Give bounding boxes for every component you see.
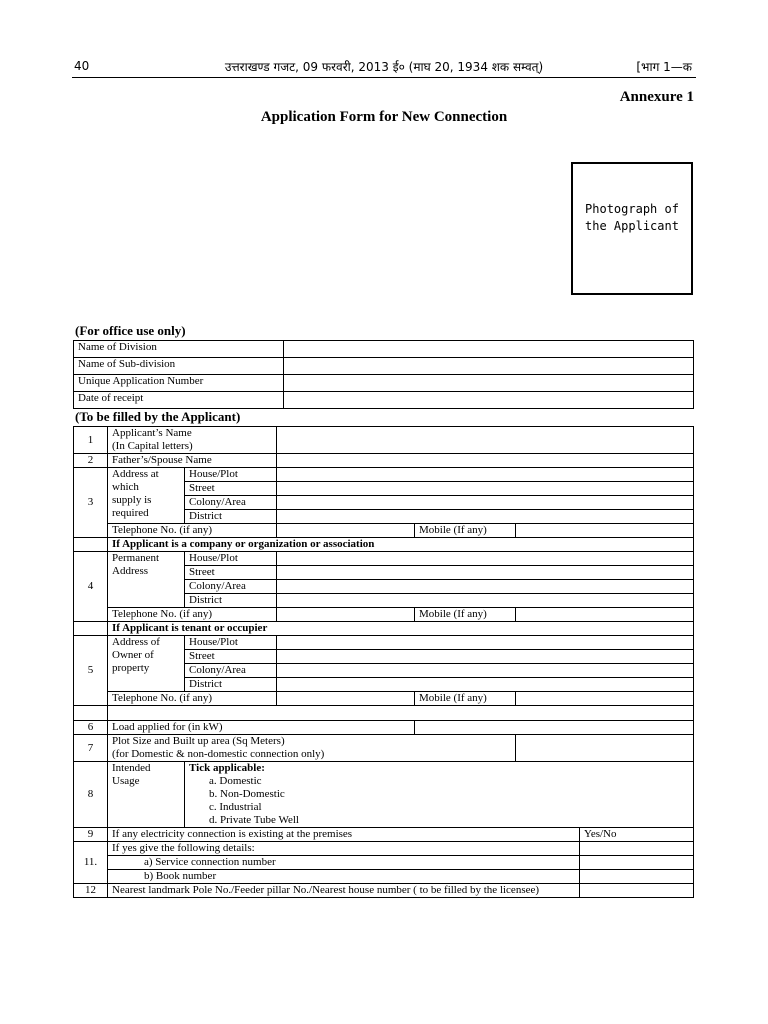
row-number: 11. xyxy=(74,842,108,884)
landmark-label: Nearest landmark Pole No./Feeder pillar No./Nearest house number ( to be filled by the licensee) xyxy=(108,884,580,898)
address-field-label: House/Plot xyxy=(185,552,277,566)
street-field[interactable] xyxy=(277,650,694,664)
address-field-label: District xyxy=(185,510,277,524)
table-row xyxy=(74,608,694,622)
telephone-label: Telephone No. (if any) xyxy=(108,524,277,538)
permanent-address-label xyxy=(108,552,185,608)
label-line: Owner of xyxy=(112,649,154,661)
table-row xyxy=(74,392,694,409)
label-line: (In Capital letters) xyxy=(112,440,193,452)
address-field-label: Street xyxy=(185,482,277,496)
district-field[interactable] xyxy=(277,678,694,692)
mobile-label: Mobile (If any) xyxy=(415,524,516,538)
usage-option[interactable]: d. Private Tube Well xyxy=(209,814,299,826)
office-row-label: Name of Division xyxy=(74,341,284,358)
father-name-label: Father’s/Spouse Name xyxy=(108,454,277,468)
address-field-label: Street xyxy=(185,650,277,664)
label-line: Applicant’s Name xyxy=(112,427,192,439)
address-field-label: Colony/Area xyxy=(185,664,277,678)
street-field[interactable] xyxy=(277,566,694,580)
gazette-header xyxy=(72,57,696,77)
table-row xyxy=(74,524,694,538)
label-line: which xyxy=(112,481,139,493)
label-line: property xyxy=(112,662,150,674)
office-row-value[interactable] xyxy=(284,392,694,409)
row-number: 8 xyxy=(74,762,108,828)
house-plot-field[interactable] xyxy=(277,552,694,566)
office-row-label: Date of receipt xyxy=(74,392,284,409)
details-label: If yes give the following details: xyxy=(108,842,580,856)
table-row xyxy=(74,454,694,468)
page-number: 40 xyxy=(74,59,90,73)
details-field[interactable] xyxy=(580,842,694,856)
colony-field[interactable] xyxy=(277,496,694,510)
company-heading: If Applicant is a company or organization or association xyxy=(108,538,694,552)
table-row xyxy=(74,692,694,706)
office-row-value[interactable] xyxy=(284,358,694,375)
label-line: supply is xyxy=(112,494,152,506)
table-row xyxy=(74,375,694,392)
applicant-table xyxy=(73,426,694,898)
plot-size-label xyxy=(108,735,516,762)
label-line: Permanent xyxy=(112,552,160,564)
label-line: required xyxy=(112,507,149,519)
applicant-name-field[interactable] xyxy=(277,427,694,454)
address-field-label: House/Plot xyxy=(185,468,277,482)
table-row xyxy=(74,358,694,375)
label-line: Intended xyxy=(112,762,151,774)
photo-label-line1: Photograph of xyxy=(585,202,679,216)
mobile-field[interactable] xyxy=(516,692,694,706)
usage-options xyxy=(185,762,694,828)
house-plot-field[interactable] xyxy=(277,636,694,650)
gazette-part: [भाग 1—क xyxy=(636,60,692,74)
row-number: 12 xyxy=(74,884,108,898)
table-row xyxy=(74,341,694,358)
office-row-label: Name of Sub-division xyxy=(74,358,284,375)
table-row xyxy=(74,721,694,735)
table-row xyxy=(74,842,694,856)
table-row xyxy=(74,762,694,828)
applicant-name-label xyxy=(108,427,277,454)
address-field-label: Colony/Area xyxy=(185,496,277,510)
table-row xyxy=(74,468,694,482)
label-line: Usage xyxy=(112,775,140,787)
row-number: 6 xyxy=(74,721,108,735)
empty-cell xyxy=(74,622,108,636)
telephone-field[interactable] xyxy=(277,524,415,538)
tenant-heading: If Applicant is tenant or occupier xyxy=(108,622,694,636)
label-line: Plot Size and Built up area (Sq Meters) xyxy=(112,735,285,747)
table-row xyxy=(74,622,694,636)
row-number: 1 xyxy=(74,427,108,454)
telephone-field[interactable] xyxy=(277,608,415,622)
table-row xyxy=(74,427,694,454)
district-field[interactable] xyxy=(277,594,694,608)
landmark-field[interactable] xyxy=(580,884,694,898)
annexure-label: Annexure 1 xyxy=(619,89,694,105)
book-number-label: b) Book number xyxy=(108,870,580,884)
table-row xyxy=(74,856,694,870)
existing-connection-label: If any electricity connection is existing at the premises xyxy=(108,828,580,842)
label-line: (for Domestic & non-domestic connection only) xyxy=(112,748,325,760)
usage-option[interactable]: a. Domestic xyxy=(209,775,262,787)
row-number: 2 xyxy=(74,454,108,468)
row-number: 5 xyxy=(74,636,108,706)
mobile-field[interactable] xyxy=(516,524,694,538)
address-field-label: District xyxy=(185,678,277,692)
table-row xyxy=(74,884,694,898)
father-name-field[interactable] xyxy=(277,454,694,468)
street-field[interactable] xyxy=(277,482,694,496)
table-row xyxy=(74,636,694,650)
table-row xyxy=(74,706,694,721)
plot-size-field[interactable] xyxy=(516,735,694,762)
address-field-label: Colony/Area xyxy=(185,580,277,594)
empty-cell xyxy=(108,706,694,721)
house-plot-field[interactable] xyxy=(277,468,694,482)
address-field-label: District xyxy=(185,594,277,608)
mobile-label: Mobile (If any) xyxy=(415,692,516,706)
empty-cell xyxy=(74,706,108,721)
colony-field[interactable] xyxy=(277,664,694,678)
usage-option[interactable]: c. Industrial xyxy=(209,801,262,813)
photo-box xyxy=(571,162,693,295)
table-row xyxy=(74,552,694,566)
telephone-field[interactable] xyxy=(277,692,415,706)
photo-label-line2: the Applicant xyxy=(585,219,679,233)
table-row xyxy=(74,870,694,884)
load-label: Load applied for (in kW) xyxy=(108,721,415,735)
colony-field[interactable] xyxy=(277,580,694,594)
office-use-heading: (For office use only) xyxy=(75,323,186,338)
address-field-label: Street xyxy=(185,566,277,580)
usage-label xyxy=(108,762,185,828)
applicant-heading: (To be filled by the Applicant) xyxy=(75,409,241,424)
service-connection-field[interactable] xyxy=(580,856,694,870)
usage-option[interactable]: b. Non-Domestic xyxy=(209,788,285,800)
table-row xyxy=(74,538,694,552)
row-number: 4 xyxy=(74,552,108,622)
table-row xyxy=(74,735,694,762)
header-rule xyxy=(72,77,696,78)
office-row-value[interactable] xyxy=(284,375,694,392)
address-field-label: House/Plot xyxy=(185,636,277,650)
load-field[interactable] xyxy=(415,721,694,735)
empty-cell xyxy=(74,538,108,552)
label-line: Address at xyxy=(112,468,159,480)
form-title: Application Form for New Connection xyxy=(260,109,508,125)
label-line: Address of xyxy=(112,636,160,648)
table-row xyxy=(74,828,694,842)
book-number-field[interactable] xyxy=(580,870,694,884)
district-field[interactable] xyxy=(277,510,694,524)
supply-address-label xyxy=(108,468,185,524)
row-number: 7 xyxy=(74,735,108,762)
row-number: 9 xyxy=(74,828,108,842)
service-connection-label: a) Service connection number xyxy=(108,856,580,870)
office-row-label: Unique Application Number xyxy=(74,375,284,392)
mobile-field[interactable] xyxy=(516,608,694,622)
telephone-label: Telephone No. (if any) xyxy=(108,692,277,706)
gazette-line: उत्तराखण्ड गजट, 09 फरवरी, 2013 ई० (माघ 20, 1934 शक सम्वत्) xyxy=(224,60,544,74)
office-row-value[interactable] xyxy=(284,341,694,358)
label-line: Address xyxy=(112,565,149,577)
telephone-label: Telephone No. (if any) xyxy=(108,608,277,622)
tick-applicable-label: Tick applicable: xyxy=(189,762,265,774)
owner-address-label xyxy=(108,636,185,692)
mobile-label: Mobile (If any) xyxy=(415,608,516,622)
row-number: 3 xyxy=(74,468,108,538)
office-use-table xyxy=(73,340,694,409)
yes-no-field[interactable]: Yes/No xyxy=(580,828,694,842)
